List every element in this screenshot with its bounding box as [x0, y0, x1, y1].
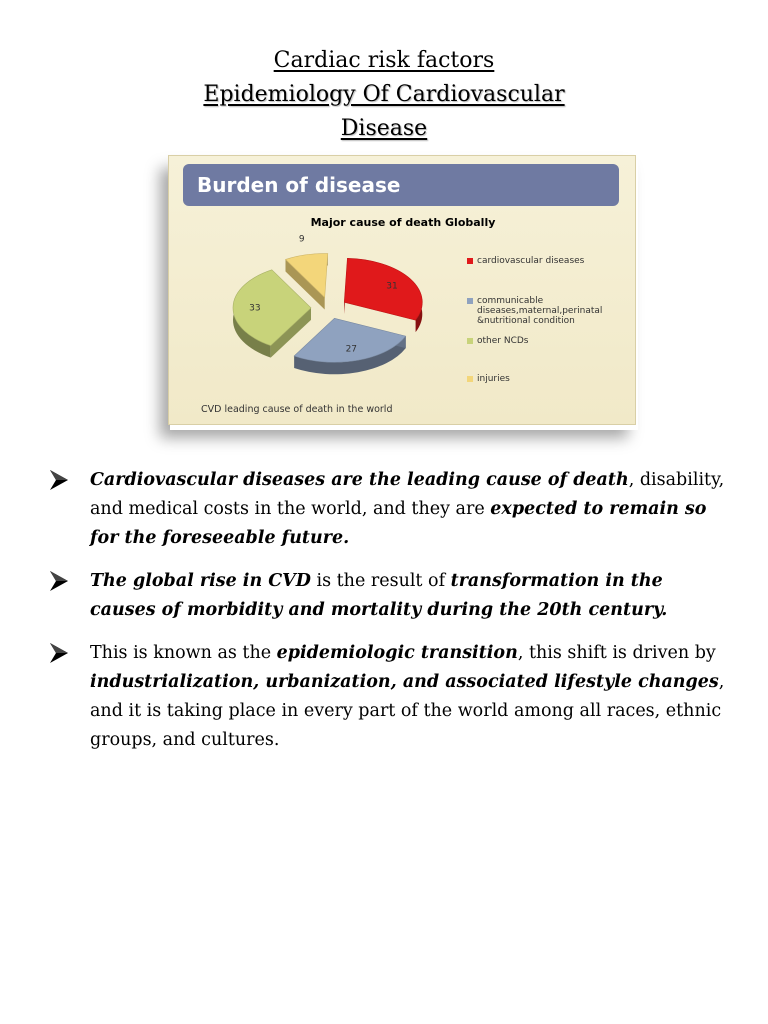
- pie-value-label: 33: [249, 303, 261, 314]
- bullet-item: [48, 466, 728, 553]
- legend-swatch: [467, 298, 473, 304]
- burden-figure: [168, 155, 636, 425]
- bullet-emphasis: The global rise in CVD: [90, 571, 311, 591]
- bullet-text: is the result of: [310, 571, 451, 591]
- bullet-emphasis: expected to remain so for the foreseeable future.: [90, 499, 707, 548]
- bullet-emphasis: epidemiologic transition: [276, 643, 518, 663]
- legend-item-injuries: [467, 374, 627, 384]
- bullet-text: This is known as the: [90, 643, 277, 663]
- arrowhead-bullet-icon: [48, 641, 70, 665]
- legend-label: injuries: [477, 374, 510, 384]
- legend-label: [477, 296, 602, 326]
- legend-label-line: &nutritional condition: [477, 316, 575, 326]
- bullet-emphasis: transformation in the causes of morbidity and mortality during the 20th century.: [90, 571, 668, 620]
- legend-item-other-ncds: [467, 336, 627, 346]
- bullet-list: [48, 466, 728, 769]
- bullet-item: [48, 639, 728, 755]
- doc-heading-line1: Epidemiology Of Cardiovascular: [203, 82, 565, 107]
- legend-label: cardiovascular diseases: [477, 256, 585, 266]
- pie-value-label: 27: [345, 344, 358, 355]
- legend-label-line: communicable: [477, 296, 544, 306]
- pie-value-label: 31: [386, 281, 398, 292]
- legend-label: other NCDs: [477, 336, 529, 346]
- legend-label-line: diseases,maternal,perinatal: [477, 306, 603, 316]
- arrowhead-bullet-icon: [48, 468, 70, 492]
- legend-swatch: [467, 338, 473, 344]
- figure-caption: CVD leading cause of death in the world: [201, 404, 393, 415]
- doc-title: Cardiac risk factors: [273, 48, 495, 73]
- pie-slice: [344, 258, 422, 320]
- figure-banner: Burden of disease: [183, 164, 619, 206]
- title-block: [0, 44, 768, 146]
- doc-heading-line2: Disease: [340, 116, 428, 141]
- arrowhead-bullet-icon: [48, 569, 70, 593]
- bullet-item: [48, 567, 728, 625]
- bullet-emphasis: Cardiovascular diseases are the leading cause of death: [90, 470, 629, 490]
- bullet-emphasis: industrialization, urbanization, and associated lifestyle changes: [90, 672, 719, 692]
- legend-swatch: [467, 258, 473, 264]
- legend-item-communicable: [467, 296, 627, 326]
- legend-swatch: [467, 376, 473, 382]
- pie-chart: [169, 156, 636, 425]
- legend-item-cvd: [467, 256, 627, 266]
- bullet-text: , this shift is driven by: [517, 643, 716, 663]
- bullet-text: , disability, and medical costs in the world, and they are: [90, 470, 725, 519]
- bullet-text: , and it is taking place in every part of the world among all races, ethnic groups, and cultures.: [90, 672, 725, 750]
- chart-title: Major cause of death Globally: [310, 216, 496, 229]
- pie-value-label: 9: [298, 234, 305, 245]
